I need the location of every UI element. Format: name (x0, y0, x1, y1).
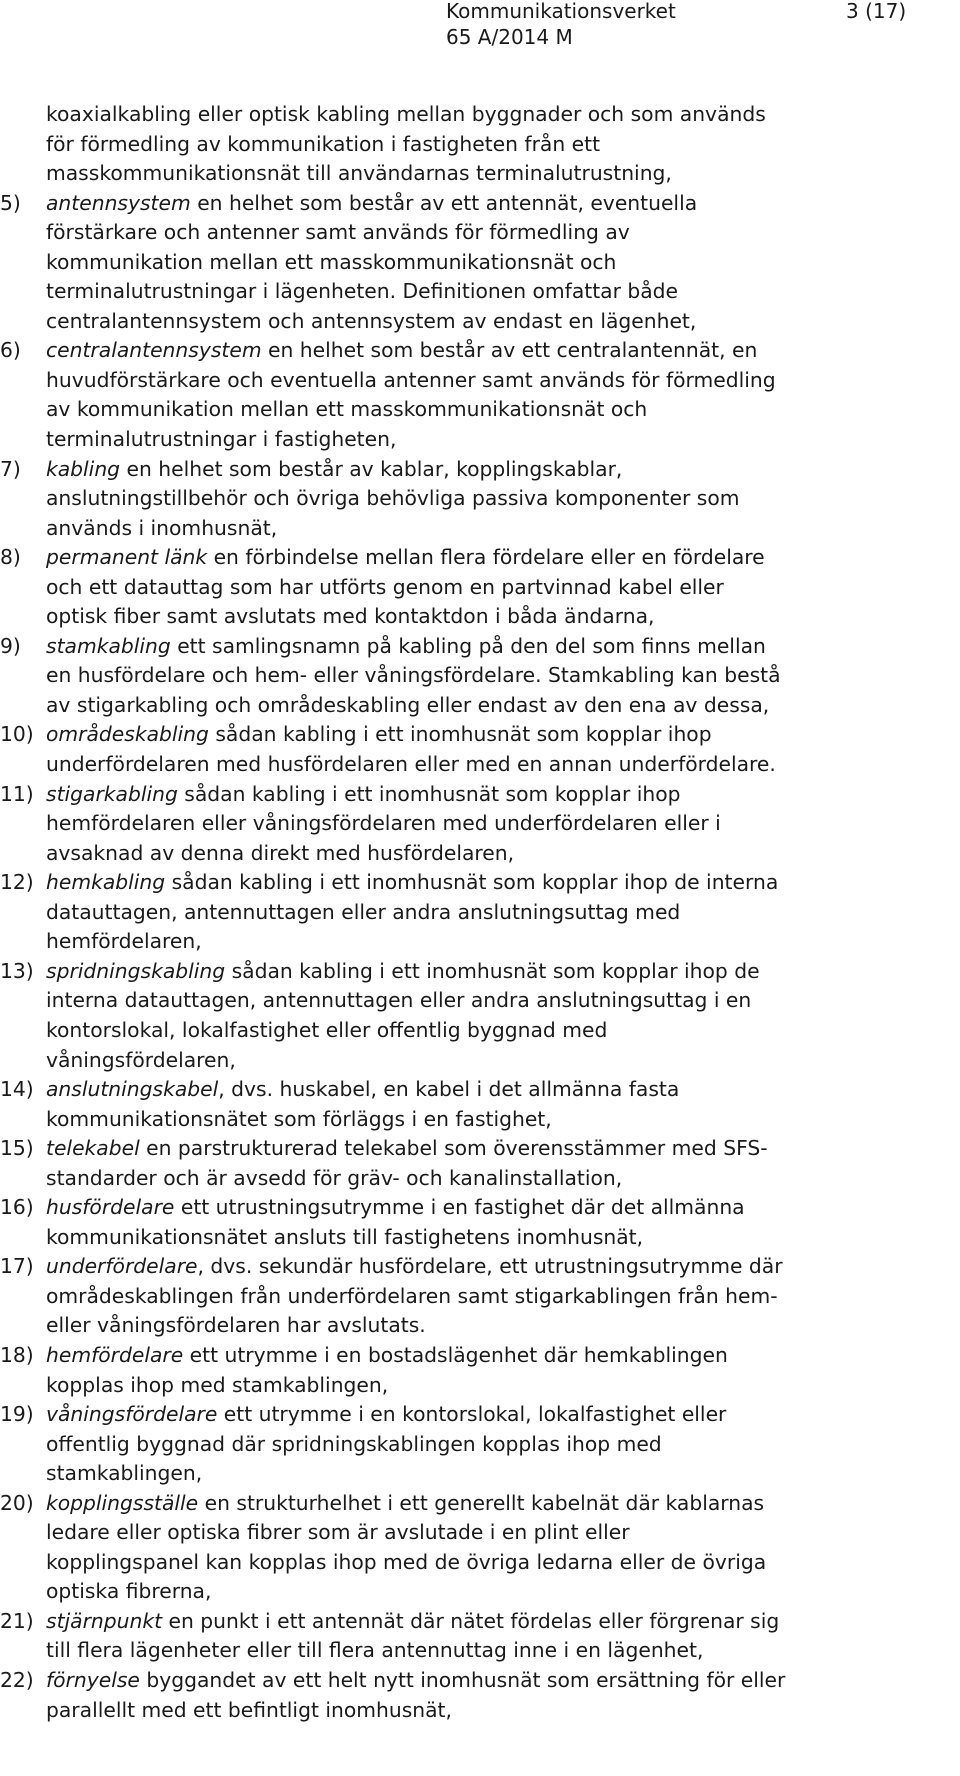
item-text (46, 1075, 679, 1105)
definition-continuation (0, 1518, 960, 1548)
paragraph-text: för förmedling av kommunikation i fastigheten från ett (46, 131, 601, 156)
definition-continuation (0, 1105, 960, 1135)
item-number: 19) (0, 1402, 34, 1427)
definition-text: interna datauttagen, antennuttagen eller andra anslutningsuttag i en (46, 988, 752, 1013)
item-text (46, 1666, 785, 1696)
item-number: 21) (0, 1608, 34, 1633)
definition-text: av stigarkabling och områdeskabling eller endast av den ena av dessa, (46, 692, 770, 717)
definition-item (0, 632, 960, 662)
item-text (46, 780, 681, 810)
item-number: 18) (0, 1342, 34, 1367)
definition-text: anslutningstillbehör och övriga behövliga passiva komponenter som (46, 486, 740, 511)
definition-text: ett utrymme i en kontorslokal, lokalfastighet eller (217, 1402, 727, 1427)
defined-term: centralantennsystem (46, 338, 262, 363)
definition-item (0, 1252, 960, 1282)
definition-continuation (0, 1311, 960, 1341)
definition-continuation (0, 1016, 960, 1046)
definition-continuation (0, 1696, 960, 1726)
definition-item (0, 1193, 960, 1223)
definition-item (0, 1075, 960, 1105)
definition-text: optisk fiber samt avslutats med kontaktdon i båda ändarna, (46, 604, 655, 629)
definition-text: våningsfördelaren, (46, 1047, 236, 1072)
definition-text: ledare eller optiska fibrer som är avslutade i en plint eller (46, 1520, 630, 1545)
definition-item (0, 1400, 960, 1430)
item-text (46, 455, 622, 485)
definition-continuation (0, 484, 960, 514)
defined-term: stigarkabling (46, 781, 178, 806)
item-number: 10) (0, 722, 34, 747)
item-text (46, 1400, 726, 1430)
definition-item (0, 1134, 960, 1164)
definition-continuation (0, 809, 960, 839)
intro-line (0, 130, 960, 160)
definition-text: huvudförstärkare och eventuella antenner samt används för förmedling (46, 367, 776, 392)
paragraph-text: koaxialkabling eller optisk kabling mellan byggnader och som används (46, 102, 766, 126)
definition-item (0, 868, 960, 898)
definition-text: parallellt med ett befintligt inomhusnät, (46, 1697, 452, 1722)
definition-item (0, 720, 960, 750)
item-text (46, 720, 712, 750)
item-number: 13) (0, 958, 34, 983)
definition-continuation (0, 1636, 960, 1666)
definition-continuation (0, 395, 960, 425)
item-text (46, 1134, 768, 1164)
item-text (46, 957, 760, 987)
item-number: 16) (0, 1195, 34, 1220)
definition-text: underfördelaren med husfördelaren eller med en annan underfördelare. (46, 752, 776, 777)
definition-continuation (0, 839, 960, 869)
definition-text: , dvs. sekundär husfördelare, ett utrustningsutrymme där (197, 1254, 783, 1279)
defined-term: underfördelare (46, 1254, 198, 1279)
definition-continuation (0, 1046, 960, 1076)
item-number: 7) (0, 456, 21, 481)
defined-term: permanent länk (46, 545, 208, 570)
item-text (46, 1489, 764, 1519)
definition-text: kopplas ihop med stamkablingen, (46, 1372, 389, 1397)
defined-term: våningsfördelare (46, 1402, 218, 1427)
definition-continuation (0, 425, 960, 455)
definition-text: stamkablingen, (46, 1461, 203, 1486)
definition-continuation (0, 898, 960, 928)
definition-continuation (0, 1371, 960, 1401)
item-text (46, 1252, 783, 1282)
item-number: 8) (0, 545, 21, 570)
item-text (46, 1607, 779, 1637)
definition-continuation (0, 927, 960, 957)
definition-continuation (0, 514, 960, 544)
definition-text: och ett datauttag som har utförts genom en partvinnad kabel eller (46, 574, 724, 599)
definition-continuation (0, 573, 960, 603)
definition-text: en helhet som består av ett centralantennät, en (261, 338, 758, 363)
definition-text: hemfördelaren eller våningsfördelaren med underfördelaren eller i (46, 811, 721, 836)
item-text (46, 632, 766, 662)
definition-continuation (0, 691, 960, 721)
definition-item (0, 1489, 960, 1519)
item-number: 15) (0, 1136, 34, 1161)
definition-continuation (0, 661, 960, 691)
item-number: 14) (0, 1077, 34, 1102)
definition-continuation (0, 366, 960, 396)
definition-text: centralantennsystem och antennsystem av endast en lägenhet, (46, 308, 697, 333)
page-header (0, 0, 960, 60)
item-text (46, 868, 778, 898)
definition-text: terminalutrustningar i lägenheten. Definitionen omfattar både (46, 279, 679, 304)
definition-text: eller våningsfördelaren har avslutats. (46, 1313, 426, 1338)
definition-text: kommunikationsnätet som förläggs i en fastighet, (46, 1106, 552, 1131)
definition-continuation (0, 218, 960, 248)
definition-continuation (0, 1548, 960, 1578)
definition-item (0, 336, 960, 366)
definition-text: ett samlingsnamn på kabling på den del som finns mellan (170, 633, 766, 658)
defined-term: kopplingsställe (46, 1490, 199, 1515)
defined-term: hemfördelare (46, 1342, 184, 1367)
defined-term: spridningskabling (46, 958, 226, 983)
definition-text: datauttagen, antennuttagen eller andra anslutningsuttag med (46, 899, 681, 924)
definition-continuation (0, 986, 960, 1016)
definition-text: byggandet av ett helt nytt inomhusnät som ersättning för eller (139, 1667, 786, 1692)
paragraph-text: masskommunikationsnät till användarnas terminalutrustning, (46, 161, 672, 186)
item-number: 20) (0, 1490, 34, 1515)
definition-text: hemfördelaren, (46, 929, 202, 954)
definition-text: sådan kabling i ett inomhusnät som kopplar ihop de (225, 958, 760, 983)
item-text (46, 1341, 728, 1371)
definition-text: sådan kabling i ett inomhusnät som kopplar ihop de interna (165, 870, 779, 895)
definition-text: en helhet som består av kablar, kopplingskablar, (120, 456, 623, 481)
item-text (46, 336, 757, 366)
definition-text: en punkt i ett antennät där nätet fördelas eller förgrenar sig (162, 1608, 780, 1633)
defined-term: antennsystem (46, 190, 191, 215)
definition-continuation (0, 1430, 960, 1460)
definition-text: offentlig byggnad där spridningskablingen kopplas ihop med (46, 1431, 662, 1456)
definition-text: , dvs. huskabel, en kabel i det allmänna fasta (218, 1077, 680, 1102)
item-text (46, 1193, 745, 1223)
item-number: 12) (0, 870, 34, 895)
definition-text: till flera lägenheter eller till flera antennuttag inne i en lägenhet, (46, 1638, 704, 1663)
definition-text: en strukturhelhet i ett generellt kabelnät där kablarnas (198, 1490, 765, 1515)
definition-text: ett utrustningsutrymme i en fastighet där det allmänna (174, 1195, 745, 1220)
definition-item (0, 1666, 960, 1696)
item-number: 9) (0, 633, 21, 658)
organization-name: Kommunikationsverket (446, 0, 676, 23)
defined-term: stamkabling (46, 633, 171, 658)
definition-item (0, 1341, 960, 1371)
item-number: 22) (0, 1667, 34, 1692)
definition-text: en förbindelse mellan flera fördelare eller en fördelare (207, 545, 765, 570)
definition-text: kommunikationsnätet ansluts till fastighetens inomhusnät, (46, 1224, 644, 1249)
definition-item (0, 957, 960, 987)
definition-text: en helhet som består av ett antennät, eventuella (190, 190, 698, 215)
defined-term: anslutningskabel (46, 1077, 219, 1102)
definition-text: optiska fibrerna, (46, 1579, 212, 1604)
definition-text: av kommunikation mellan ett masskommunikationsnät och (46, 397, 648, 422)
definition-text: en parstrukturerad telekabel som överensstämmer med SFS- (139, 1136, 768, 1161)
definition-continuation (0, 1282, 960, 1312)
intro-line (0, 100, 960, 130)
item-number: 17) (0, 1254, 34, 1279)
definition-item (0, 543, 960, 573)
item-text (46, 543, 765, 573)
item-number: 5) (0, 190, 21, 215)
definition-text: sådan kabling i ett inomhusnät som kopplar ihop (208, 722, 712, 747)
definition-item (0, 1607, 960, 1637)
definition-continuation (0, 1577, 960, 1607)
defined-term: hemkabling (46, 870, 166, 895)
definition-item (0, 455, 960, 485)
definition-continuation (0, 307, 960, 337)
definition-text: kopplingspanel kan kopplas ihop med de övriga ledarna eller de övriga (46, 1549, 767, 1574)
definition-continuation (0, 248, 960, 278)
defined-term: stjärnpunkt (46, 1608, 163, 1633)
defined-term: kabling (46, 456, 121, 481)
definitions-list (0, 100, 960, 1725)
definition-item (0, 189, 960, 219)
definition-text: avsaknad av denna direkt med husfördelaren, (46, 840, 515, 865)
definition-continuation (0, 602, 960, 632)
definition-continuation (0, 1223, 960, 1253)
definition-continuation (0, 277, 960, 307)
definition-text: terminalutrustningar i fastigheten, (46, 427, 397, 452)
defined-term: telekabel (46, 1136, 140, 1161)
intro-line (0, 159, 960, 189)
definition-text: används i inomhusnät, (46, 515, 278, 540)
definition-continuation (0, 1459, 960, 1489)
definition-item (0, 780, 960, 810)
definition-text: ett utrymme i en bostadslägenhet där hemkablingen (183, 1342, 728, 1367)
definition-text: sådan kabling i ett inomhusnät som kopplar ihop (177, 781, 681, 806)
definition-text: områdeskablingen från underfördelaren samt stigarkablingen från hem- (46, 1283, 778, 1308)
page-number: 3 (17) (846, 0, 907, 23)
definition-text: kommunikation mellan ett masskommunikationsnät och (46, 249, 617, 274)
item-number: 6) (0, 338, 21, 363)
definition-text: kontorslokal, lokalfastighet eller offentlig byggnad med (46, 1017, 608, 1042)
item-text (46, 189, 697, 219)
definition-text: standarder och är avsedd för gräv- och kanalinstallation, (46, 1165, 623, 1190)
document-reference: 65 A/2014 M (446, 25, 573, 49)
definition-text: en husfördelare och hem- eller våningsfördelare. Stamkabling kan bestå (46, 663, 781, 688)
defined-term: områdeskabling (46, 722, 209, 747)
defined-term: förnyelse (46, 1667, 140, 1692)
definition-text: förstärkare och antenner samt används för förmedling av (46, 220, 630, 245)
item-number: 11) (0, 781, 34, 806)
definition-continuation (0, 750, 960, 780)
definition-continuation (0, 1164, 960, 1194)
defined-term: husfördelare (46, 1195, 175, 1220)
